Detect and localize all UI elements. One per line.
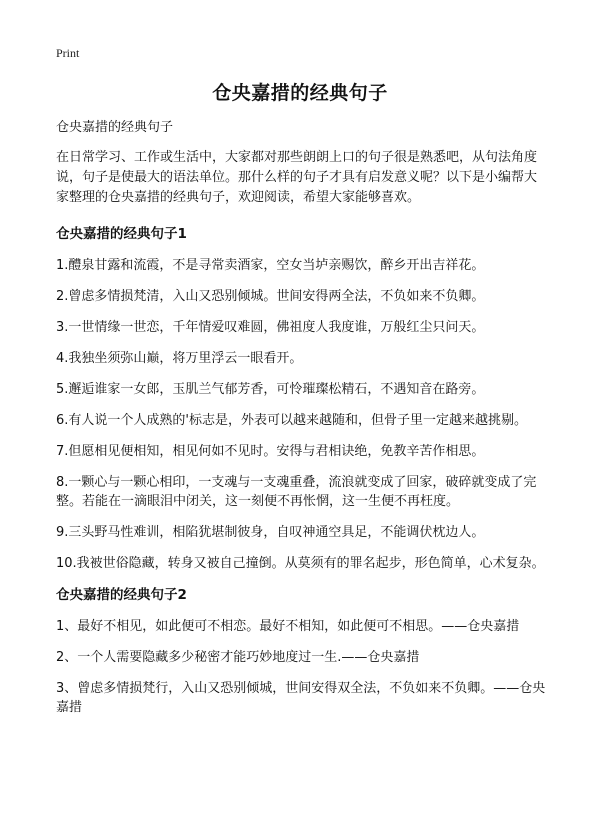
article-body <box>56 118 546 729</box>
section-1 <box>56 224 546 573</box>
quote-item: 3、曾虑多情损梵行，入山又恐别倾城，世间安得双全法，不负如来不负卿。——仓央嘉措 <box>56 681 546 715</box>
intro-paragraph: 在日常学习、工作或生活中，大家都对那些朗朗上口的句子很是熟悉吧，从句法角度说，句子是使最大的语法单位。那什么样的句子才具有启发意义呢？以下是小编帮大家整理的仓央嘉措的经典句子，欢迎阅读，希望大家能够喜欢。 <box>56 150 538 205</box>
article-subtitle: 仓央嘉措的经典句子 <box>56 120 174 135</box>
quote-item: 6.有人说一个人成熟的'标志是，外表可以越来越随和，但骨子里一定越来越挑剔。 <box>56 413 527 428</box>
page-title: 仓央嘉措的经典句子 <box>212 82 388 104</box>
quote-item: 10.我被世俗隐藏，转身又被自己撞倒。从莫须有的罪名起步，形色简单，心术复杂。 <box>56 556 545 571</box>
section-2 <box>56 585 546 717</box>
print-link[interactable]: Print <box>56 46 80 60</box>
quote-item: 9.三头野马性难训，相陷犹堪制彼身，自叹神通空具足，不能调伏枕边人。 <box>56 525 485 540</box>
quote-item: 4.我独坐须弥山巅，将万里浮云一眼看开。 <box>56 351 303 366</box>
section-heading: 仓央嘉措的经典句子1 <box>56 226 187 242</box>
quote-item: 2、一个人需要隐藏多少秘密才能巧妙地度过一生.——仓央嘉措 <box>56 650 420 665</box>
quote-item: 2.曾虑多情损梵清，入山又恐别倾城。世间安得两全法，不负如来不负卿。 <box>56 289 485 304</box>
quote-item: 3.一世情缘一世恋，千年情爱叹难圆，佛祖度人我度谁，万般红尘只问天。 <box>56 320 485 335</box>
quote-item: 1.醴泉甘露和流霞，不是寻常卖酒家，空女当垆亲赐饮，醉乡开出吉祥花。 <box>56 258 485 273</box>
section-heading: 仓央嘉措的经典句子2 <box>56 587 187 603</box>
quote-item: 8.一颗心与一颗心相印，一支魂与一支魂重叠，流浪就变成了回家，破碎就变成了完整。若能在一滴眼泪中闭关，这一刻便不再怅惘，这一生便不再枉度。 <box>56 475 537 509</box>
quote-item: 1、最好不相见，如此便可不相恋。最好不相知，如此便可不相思。——仓央嘉措 <box>56 619 520 634</box>
quote-item: 7.但愿相见便相知，相见何如不见时。安得与君相诀绝，免教辛苦作相思。 <box>56 444 485 459</box>
quote-item: 5.邂逅谁家一女郎，玉肌兰气郁芳香，可怜璀璨松精石，不遇知音在路旁。 <box>56 382 485 397</box>
